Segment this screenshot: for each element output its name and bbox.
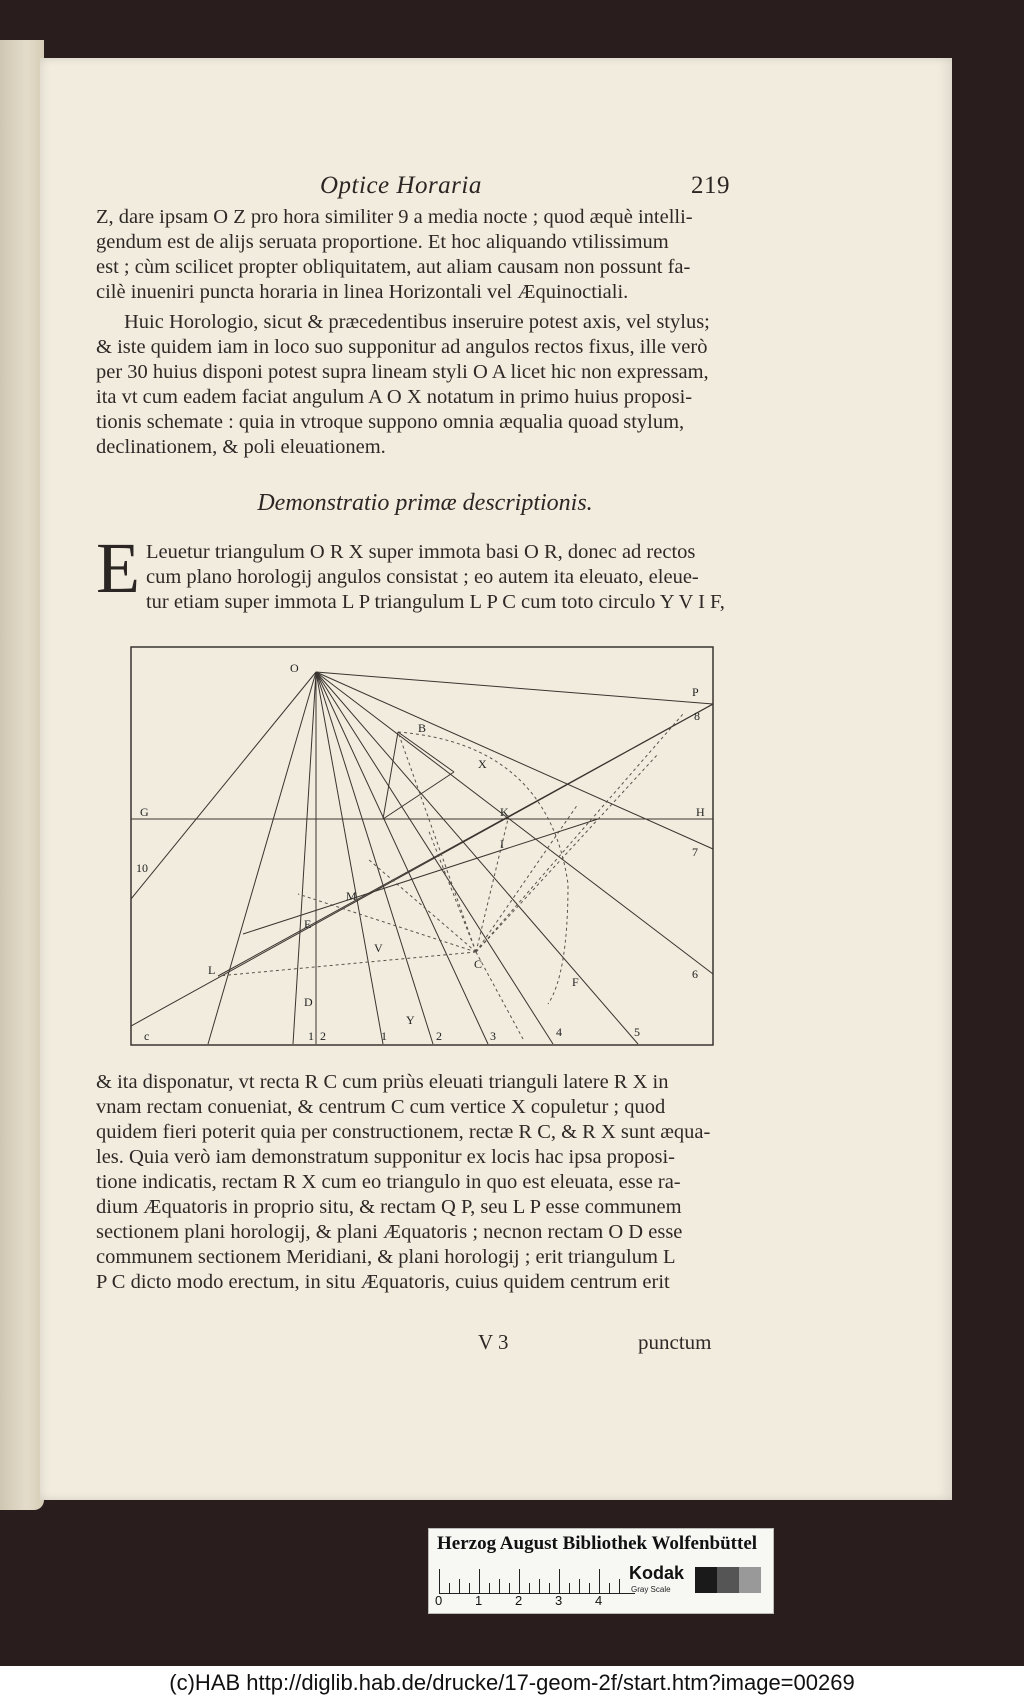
library-name: Herzog August Bibliothek Wolfenbüttel	[437, 1533, 758, 1554]
text-line: est ; cùm scilicet propter obliquitatem, aut aliam causam non possunt fa-	[96, 256, 691, 278]
label-I: I	[500, 837, 504, 851]
label-P: P	[692, 685, 699, 699]
copyright-caption: (c)HAB http://diglib.hab.de/drucke/17-geom-2f/start.htm?image=00269	[169, 1670, 855, 1695]
kodak-logo: Kodak	[629, 1563, 685, 1583]
label-c: c	[144, 1029, 150, 1043]
paragraph-3	[96, 528, 754, 615]
ruler-number: 2	[515, 1593, 523, 1608]
label-7: 7	[692, 845, 698, 859]
ruler-number: 3	[555, 1593, 563, 1608]
text-line: cum plano horologij angulos consistat ; eo autem ita eleuato, eleue-	[145, 566, 699, 588]
gray-patch	[717, 1567, 739, 1593]
label-V: V	[374, 941, 383, 955]
text-line: communem sectionem Meridiani, & plani horologij ; erit triangulum L	[96, 1246, 676, 1268]
label-bottom-2b: 2	[436, 1029, 442, 1043]
ruler-number: 4	[595, 1593, 603, 1608]
label-K: K	[500, 805, 509, 819]
label-Y: Y	[406, 1013, 415, 1027]
ruler-number: 0	[435, 1593, 443, 1608]
label-8: 8	[694, 709, 700, 723]
label-L: L	[208, 963, 216, 977]
label-M: M	[346, 889, 357, 903]
label-bottom-1b: 1	[381, 1029, 387, 1043]
label-B: B	[418, 721, 427, 735]
text-line: declinationem, & poli eleuationem.	[96, 436, 386, 458]
running-header	[320, 172, 730, 200]
text-line: per 30 huius disponi potest supra lineam styli O A licet hic non expressam,	[96, 361, 709, 383]
text-line: gendum est de alijs seruata proportione. Et hoc aliquando vtilissimum	[96, 231, 669, 253]
text-line: tionis schemate : quia in vtroque suppono omnia æqualia quoad stylum,	[96, 411, 685, 433]
text-line: dium Æquatoris in proprio situ, & rectam Q P, seu L P esse communem	[96, 1196, 682, 1218]
section-title: Demonstratio primæ descriptionis.	[257, 490, 593, 516]
text-line: Huic Horologio, sicut & præcedentibus inseruire potest axis, vel stylus;	[124, 311, 710, 333]
header-title: Optice Horaria	[320, 172, 482, 199]
label-bottom-3: 3	[490, 1029, 496, 1043]
gray-scale-label: Gray Scale	[631, 1585, 671, 1594]
ruler	[439, 1569, 635, 1594]
label-H: H	[696, 805, 705, 819]
label-bottom-2: 2	[320, 1029, 326, 1043]
text-line: cilè inueniri puncta horaria in linea Horizontali vel Æquinoctiali.	[96, 281, 629, 303]
previous-page-edge	[0, 40, 44, 1510]
label-F: F	[572, 975, 579, 989]
label-E: E	[304, 917, 312, 931]
color-scale-card	[428, 1528, 774, 1614]
text-line: P C dicto modo erectum, in situ Æquatoris, cuius quidem centrum erit	[96, 1271, 670, 1293]
paragraph-2	[96, 310, 754, 460]
page-number: 219	[691, 172, 730, 199]
text-line: tur etiam super immota L P triangulum L P C cum toto circulo Y V I F,	[145, 591, 725, 613]
geometric-figure	[128, 644, 716, 1054]
text-line: quidem fieri poterit quia per constructionem, rectæ R C, & R X sunt æqua-	[96, 1121, 711, 1143]
text-line: & iste quidem iam in loco suo supponitur ad angulos rectos fixus, ille verò	[96, 336, 708, 358]
text-line: les. Quia verò iam demonstratum supponitur ex locis hac ipsa proposi-	[96, 1146, 676, 1168]
dial-diagram	[128, 644, 716, 1050]
label-O: O	[290, 661, 299, 675]
label-X: X	[478, 757, 487, 771]
text-line: Leuetur triangulum O R X super immota basi O R, donec ad rectos	[145, 541, 696, 563]
label-G: G	[140, 805, 149, 819]
label-bottom-4: 4	[556, 1025, 562, 1039]
text-line: ita vt cum eadem faciat angulum A O X notatum in primo huius proposi-	[96, 386, 693, 408]
text-line: & ita disponatur, vt recta R C cum priùs eleuati trianguli latere R X in	[96, 1071, 669, 1093]
text-line: vnam rectam conueniat, & centrum C cum vertice X copuletur ; quod	[96, 1096, 666, 1118]
label-D: D	[304, 995, 313, 1009]
drop-cap: E	[96, 528, 140, 608]
text-line: sectionem plani horologij, & plani Æquatoris ; necnon rectam O D esse	[96, 1221, 683, 1243]
paragraph-1	[96, 205, 754, 305]
label-bottom-5: 5	[634, 1025, 640, 1039]
gray-patch	[739, 1567, 761, 1593]
text-line: Z, dare ipsam O Z pro hora similiter 9 a media nocte ; quod æquè intelli-	[96, 206, 693, 228]
text-line: tione indicatis, rectam R X cum eo triangulo in quo est eleuata, esse ra-	[96, 1171, 681, 1193]
gray-patch	[695, 1567, 717, 1593]
ruler-number: 1	[475, 1593, 483, 1608]
paragraph-4	[96, 1070, 754, 1295]
label-6: 6	[692, 967, 698, 981]
catchword: punctum	[638, 1330, 712, 1354]
signature-mark: V 3	[478, 1330, 509, 1354]
label-bottom-1: 1	[308, 1029, 314, 1043]
label-C: C	[474, 957, 483, 971]
label-10: 10	[136, 861, 148, 875]
